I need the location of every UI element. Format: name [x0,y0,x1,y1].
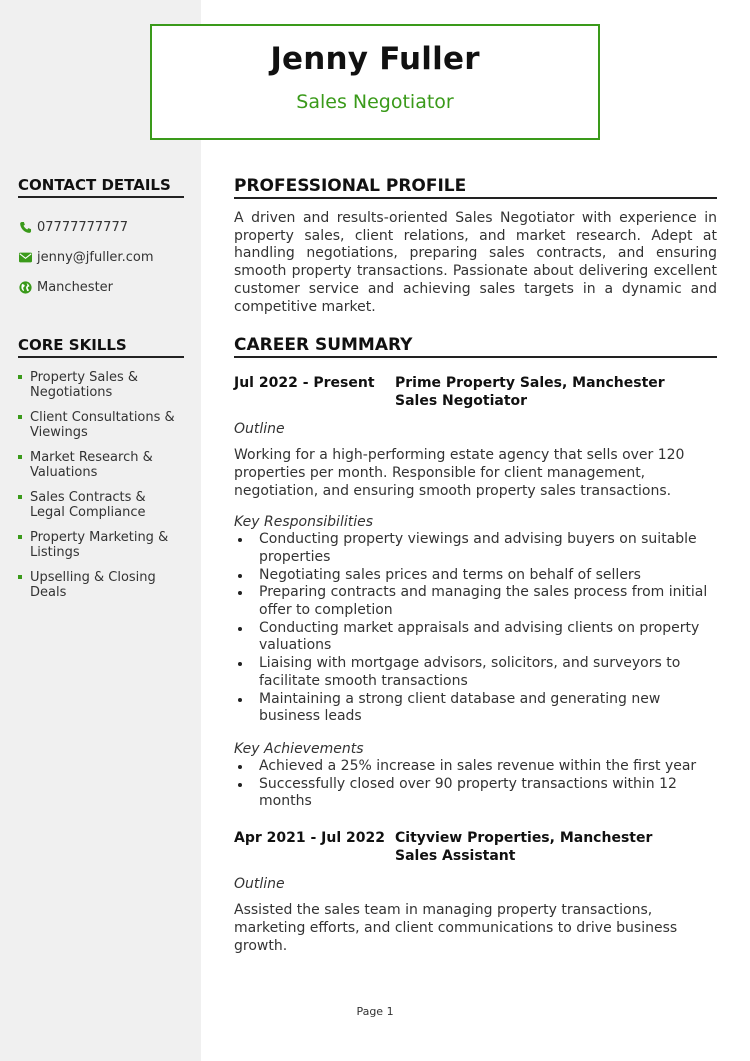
contact-phone [18,212,184,242]
candidate-name: Jenny Fuller [270,41,480,77]
bullet-dot-icon [238,662,242,666]
list-item: Successfully closed over 90 property transactions within 12 months [234,776,717,811]
job-dates: Jul 2022 - Present [234,375,375,392]
job-dates: Apr 2021 - Jul 2022 [234,830,385,847]
list-item: Liaising with mortgage advisors, solicitors, and surveyors to facilitate smooth transactions [234,655,717,690]
list-item: Preparing contracts and managing the sales process from initial offer to completion [234,584,717,619]
bullet-dot-icon [238,574,242,578]
email-icon [18,250,32,264]
skill-item: Client Consultations & Viewings [18,410,180,440]
phone-icon [18,220,32,234]
email-address: jenny@jfuller.com [37,249,154,265]
contact-details-heading: CONTACT DETAILS [18,176,184,198]
bullet-square-icon [18,415,22,419]
bullet-dot-icon [238,627,242,631]
bullet-dot-icon [238,698,242,702]
list-item: Conducting property viewings and advising buyers on suitable properties [234,531,717,566]
professional-profile-heading: PROFESSIONAL PROFILE [234,176,717,199]
job-employer [395,374,665,410]
bullet-dot-icon [238,783,242,787]
job-outline: Assisted the sales team in managing property transactions, marketing efforts, and client communications to drive business growth. [234,902,678,955]
contact-list [18,212,184,302]
job-position: Sales Assistant [395,848,516,865]
candidate-title: Sales Negotiator [296,91,454,113]
outline-label: Outline [234,876,285,893]
contact-location [18,272,184,302]
job-employer [395,829,652,865]
job-outline: Working for a high-performing estate agency that sells over 120 properties per month. Responsible for client management, negotiation, and ensuring smooth property sales transactions. [234,447,685,500]
achievements-list [234,758,717,811]
responsibilities-list [234,531,717,726]
job-company: Cityview Properties, Manchester [395,830,653,847]
bullet-dot-icon [238,538,242,542]
career-summary-heading: CAREER SUMMARY [234,335,717,358]
bullet-square-icon [18,535,22,539]
bullet-square-icon [18,575,22,579]
skill-item: Sales Contracts & Legal Compliance [18,490,180,520]
phone-number: 07777777777 [37,219,128,235]
job-company: Prime Property Sales, Manchester [395,375,665,392]
key-achievements-label: Key Achievements [234,740,364,757]
main-content [234,176,717,955]
key-responsibilities-label: Key Responsibilities [234,514,374,531]
profile-text: A driven and results-oriented Sales Negotiator with experience in property sales, client relations, and market research. Adept at handling negotiations, preparing sales contracts, and ensuring smooth property transactions. Passionate about delivering excellent customer service and achieving sales targets in a dynamic and competitive market. [234,210,717,315]
name-header-box [150,24,600,140]
job-position: Sales Negotiator [395,393,528,410]
list-item: Maintaining a strong client database and generating new business leads [234,691,717,726]
sidebar [18,176,184,610]
skills-list [18,370,184,600]
skill-item: Upselling & Closing Deals [18,570,180,600]
list-item: Negotiating sales prices and terms on behalf of sellers [234,567,717,585]
contact-email [18,242,184,272]
outline-label: Outline [234,421,285,438]
job-header [234,374,717,410]
bullet-dot-icon [238,765,242,769]
bullet-dot-icon [238,591,242,595]
list-item: Conducting market appraisals and advising clients on property valuations [234,620,717,655]
skill-item: Property Sales & Negotiations [18,370,180,400]
location-text: Manchester [37,279,114,295]
bullet-square-icon [18,375,22,379]
bullet-square-icon [18,495,22,499]
list-item: Achieved a 25% increase in sales revenue within the first year [234,758,717,776]
skill-item: Market Research & Valuations [18,450,180,480]
core-skills-heading: CORE SKILLS [18,336,184,358]
bullet-square-icon [18,455,22,459]
globe-icon [18,280,32,294]
skill-item: Property Marketing & Listings [18,530,180,560]
job-header [234,829,717,865]
page-number: Page 1 [356,1005,394,1018]
